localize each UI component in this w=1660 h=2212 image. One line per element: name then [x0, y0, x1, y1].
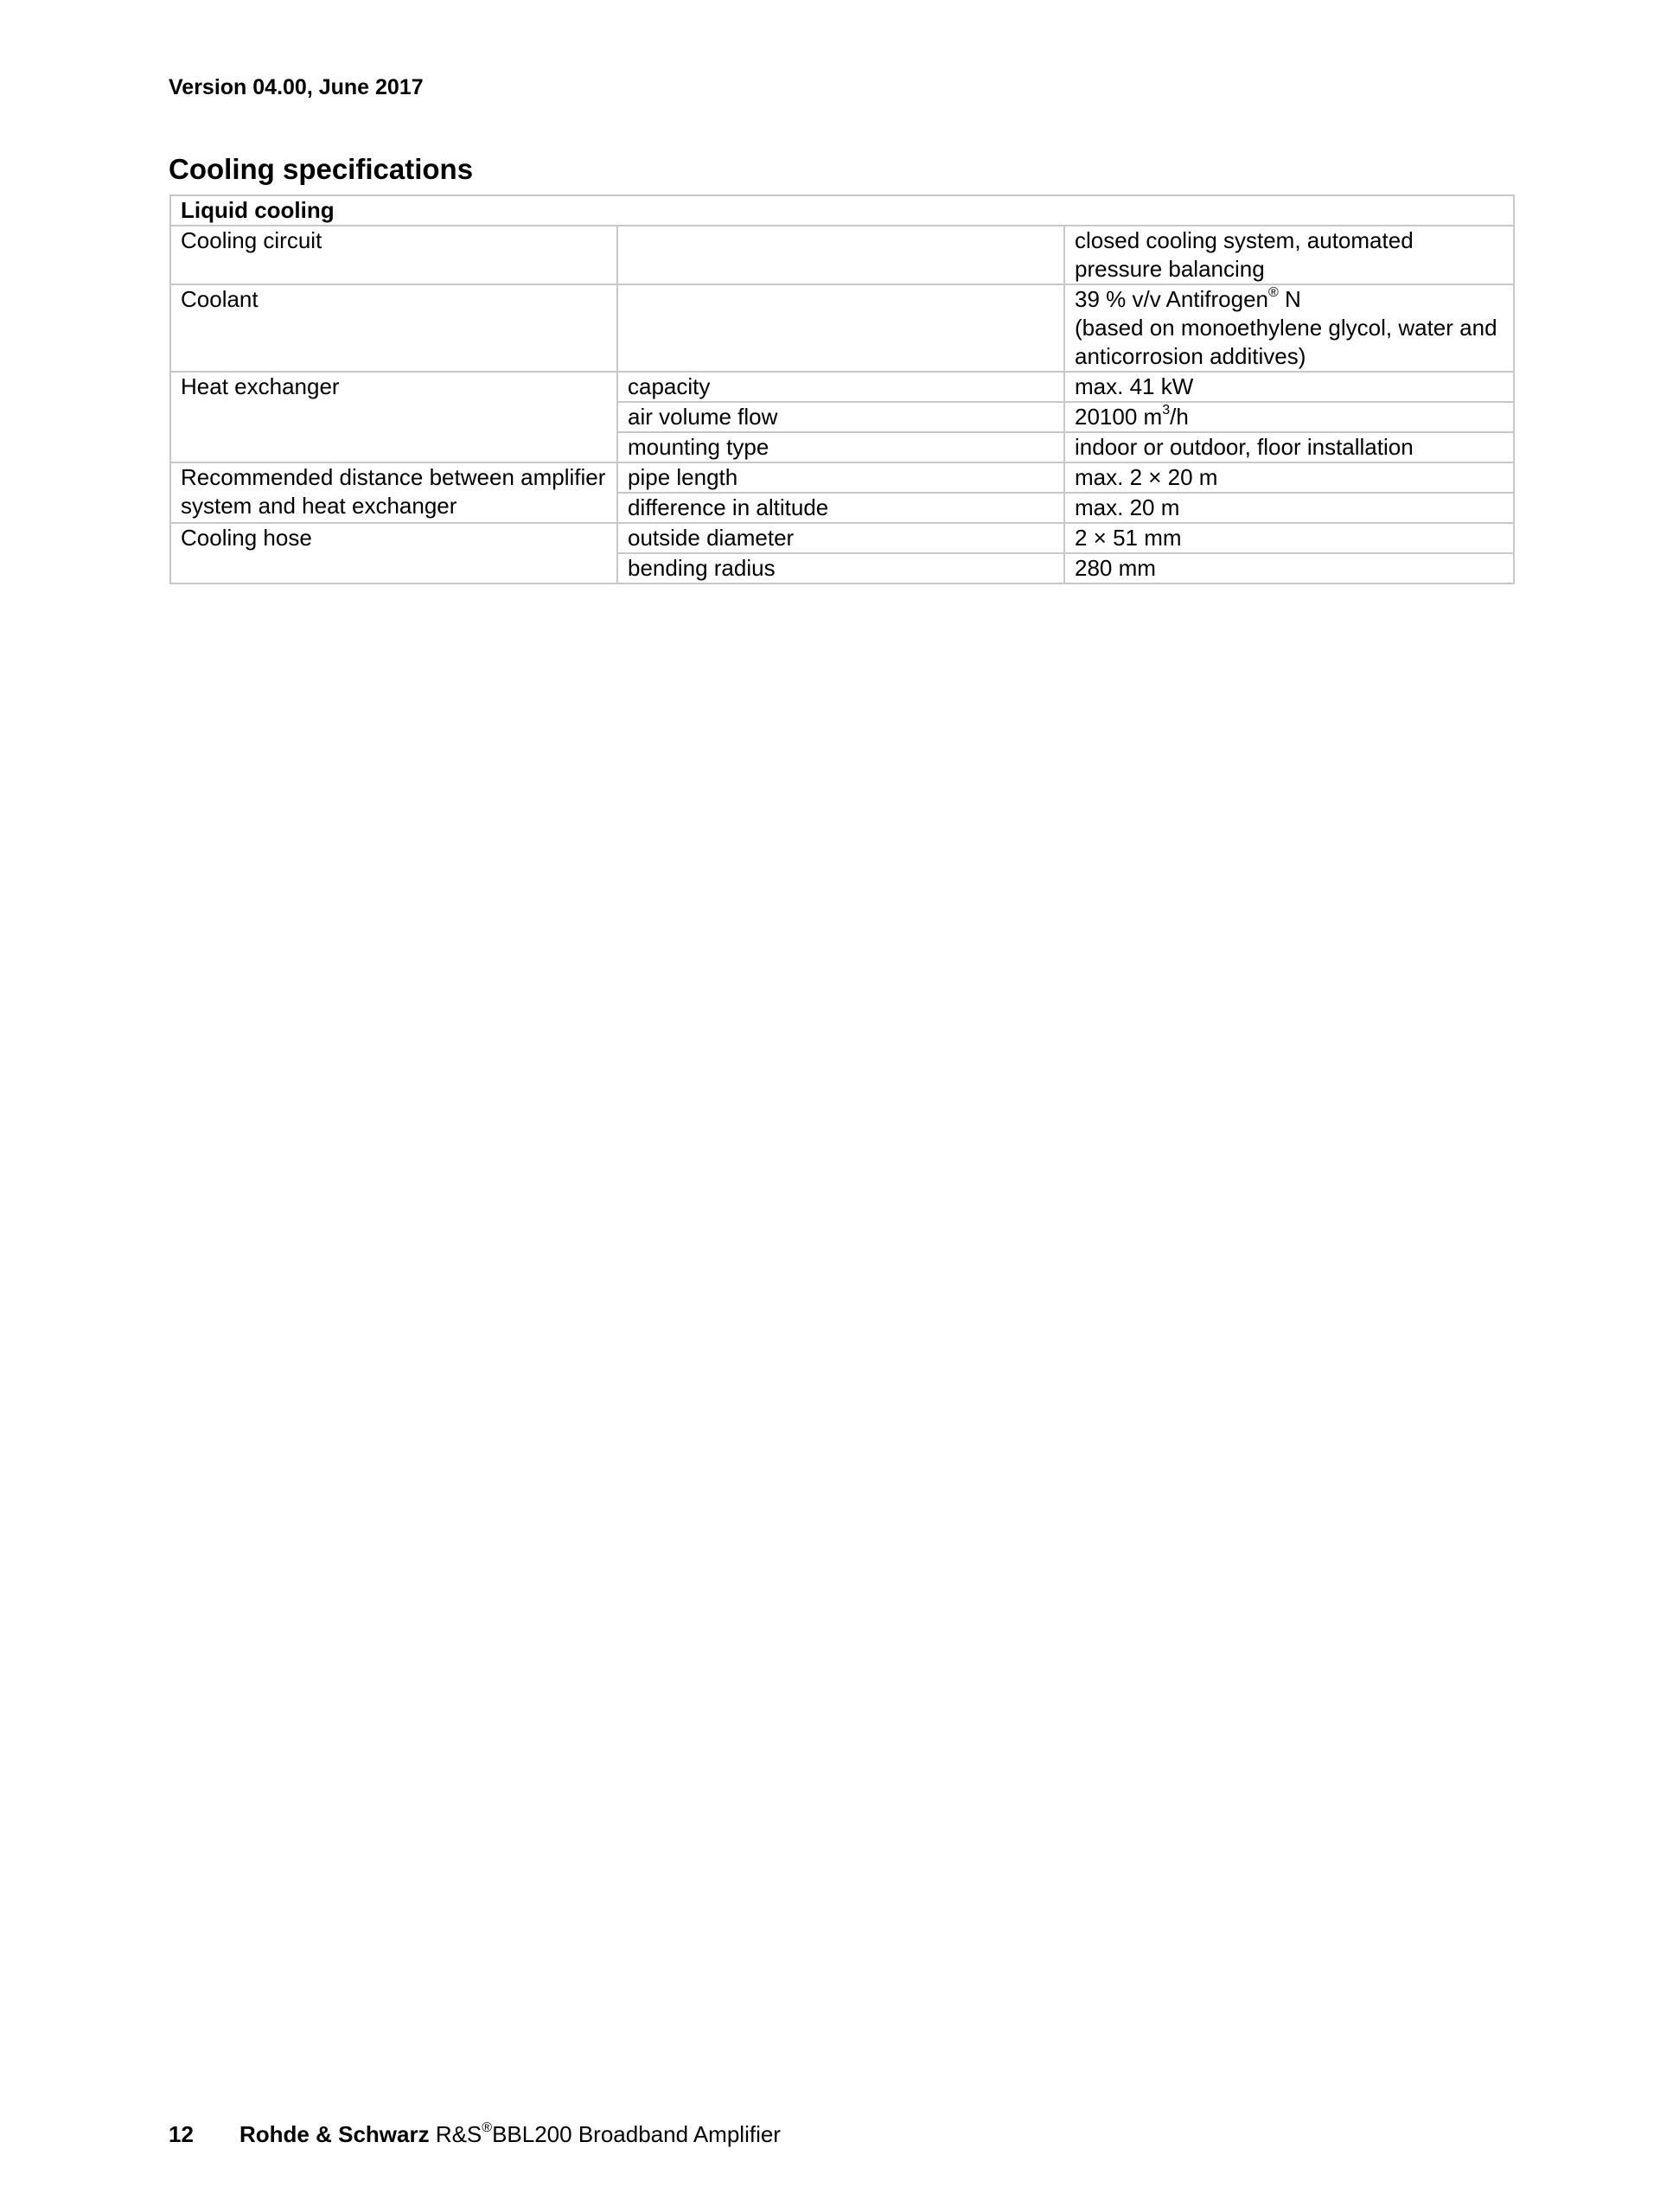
document-version: Version 04.00, June 2017 [169, 75, 424, 99]
flow-value: 20100 m [1075, 404, 1163, 430]
row-value-line: closed cooling system, automated [1075, 227, 1414, 253]
page-number: 12 [169, 2121, 194, 2147]
row-label-text: Cooling circuit [181, 227, 322, 253]
row-value [1064, 226, 1514, 284]
row-label-text: Cooling hose [181, 525, 312, 551]
row-label [170, 226, 617, 284]
row-value: 2 × 51 mm [1064, 523, 1514, 553]
row-label-text: Coolant [181, 286, 259, 312]
registered-mark: ® [1268, 285, 1279, 301]
row-param [617, 284, 1064, 372]
row-value [1064, 284, 1514, 372]
row-value: max. 20 m [1064, 493, 1514, 523]
row-param: air volume flow [617, 402, 1064, 432]
page-footer [169, 2120, 781, 2148]
coolant-name: 39 % v/v Antifrogen [1075, 286, 1269, 312]
row-param: capacity [617, 372, 1064, 402]
row-param [617, 226, 1064, 284]
section-title: Cooling specifications [169, 153, 474, 185]
row-param: pipe length [617, 462, 1064, 493]
row-label-text: Heat exchanger [181, 373, 340, 399]
registered-mark: ® [482, 2120, 493, 2136]
row-param: bending radius [617, 553, 1064, 583]
row-value-line [1075, 285, 1504, 314]
row-label [170, 523, 617, 583]
table-row [170, 462, 1514, 493]
row-label [170, 372, 617, 462]
table-row [170, 284, 1514, 372]
row-param: difference in altitude [617, 493, 1064, 523]
row-value: max. 2 × 20 m [1064, 462, 1514, 493]
company-name: Rohde & Schwarz [239, 2121, 430, 2147]
row-value: 280 mm [1064, 553, 1514, 583]
product-prefix: R&S [429, 2121, 482, 2147]
row-param: outside diameter [617, 523, 1064, 553]
row-value-line: pressure balancing [1075, 256, 1265, 282]
row-param: mounting type [617, 432, 1064, 462]
row-value: indoor or outdoor, floor installation [1064, 432, 1514, 462]
row-label-text: Recommended distance between amplifier [181, 464, 606, 490]
row-label [170, 462, 617, 523]
cooling-spec-table [169, 194, 1515, 584]
flow-unit-suffix: /h [1170, 404, 1189, 430]
row-value: max. 41 kW [1064, 372, 1514, 402]
row-label-text: system and heat exchanger [181, 493, 457, 519]
table-group-row [170, 195, 1514, 226]
superscript-3: 3 [1162, 403, 1171, 418]
coolant-suffix: N [1278, 286, 1301, 312]
table-row [170, 372, 1514, 402]
row-value-line: anticorrosion additives) [1075, 343, 1306, 369]
row-label [170, 284, 617, 372]
row-value-line: (based on monoethylene glycol, water and [1075, 315, 1497, 341]
table-row [170, 523, 1514, 553]
product-name: BBL200 Broadband Amplifier [492, 2121, 781, 2147]
group-title: Liquid cooling [170, 195, 1514, 226]
table-row [170, 226, 1514, 284]
row-value [1064, 402, 1514, 432]
